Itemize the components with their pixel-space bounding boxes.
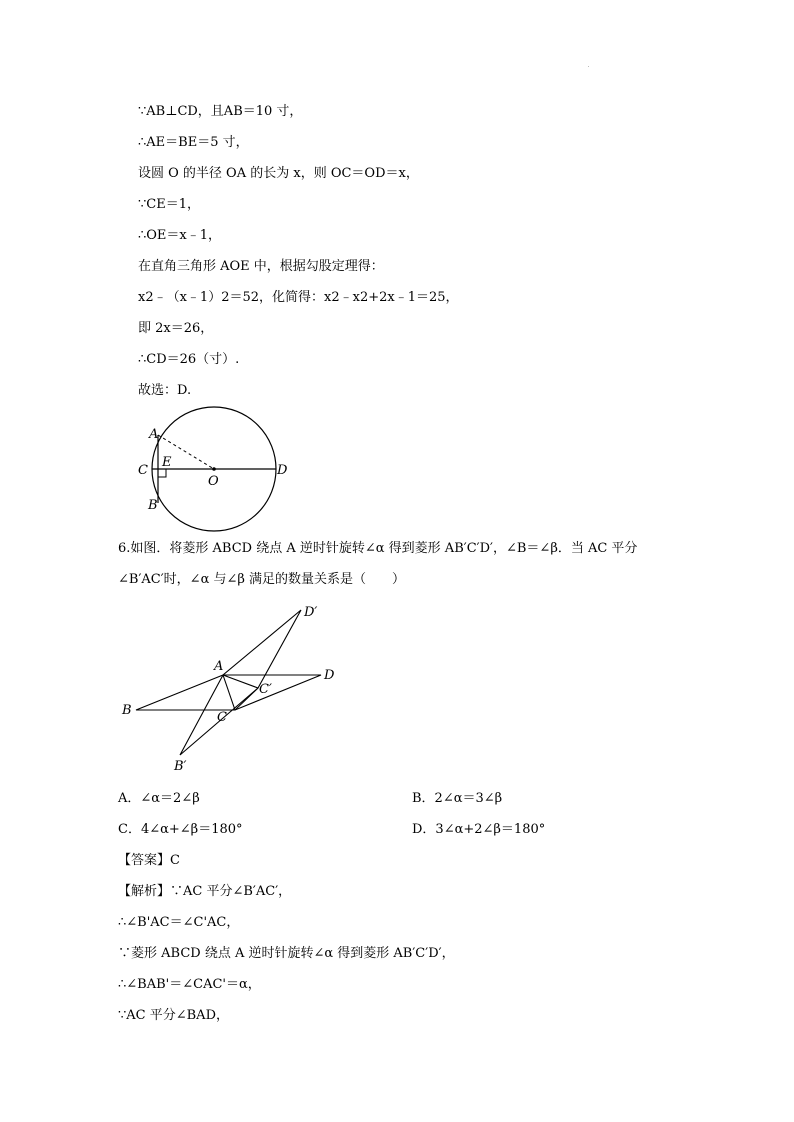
center-point-o (212, 467, 216, 471)
label-o: O (208, 474, 219, 489)
solution-line-9: ∴CD＝26（寸）. (138, 352, 240, 367)
analysis-line-3: ∵菱形 ABCD 绕点 A 逆时针旋转∠α 得到菱形 AB′C′D′， (118, 946, 455, 961)
option-b: B．2∠α＝3∠β (412, 791, 503, 806)
analysis-line-1: 【解析】∵AC 平分∠B′AC′， (118, 884, 292, 899)
solution-line-7: x2﹣（x﹣1）2＝52，化简得：x2﹣x2+2x﹣1＝25， (138, 290, 459, 305)
label-c-prime: C′ (259, 682, 272, 697)
page-mark (588, 66, 589, 67)
label-b: B (122, 703, 132, 718)
label-b: B (148, 498, 158, 513)
solution-line-8: 即 2x＝26， (138, 321, 214, 336)
analysis-line-2: ∴∠B'AC＝∠C'AC， (118, 915, 240, 930)
option-d: D．3∠α+2∠β＝180° (412, 822, 546, 837)
solution-line-5: ∴OE＝x﹣1， (138, 228, 222, 243)
analysis-line-5: ∵AC 平分∠BAD， (118, 1008, 229, 1023)
option-a: A．∠α＝2∠β (118, 791, 200, 806)
rhombus-figure (118, 600, 358, 775)
solution-line-3: 设圆 O 的半径 OA 的长为 x，则 OC＝OD＝x， (138, 166, 419, 181)
diagonal-ac1 (223, 675, 258, 688)
label-a: A (214, 659, 224, 674)
question-6-stem-line-1: 6.如图．将菱形 ABCD 绕点 A 逆时针旋转∠α 得到菱形 AB′C′D′，∠B＝∠β．当 AC 平分 (118, 541, 638, 556)
answer: 【答案】C (118, 853, 180, 868)
circle-figure (130, 405, 310, 535)
label-d: D (277, 463, 288, 478)
solution-line-1: ∵AB⊥CD，且AB＝10 寸， (138, 104, 303, 119)
solution-line-4: ∵CE＝1， (138, 197, 200, 212)
label-e: E (162, 455, 172, 470)
solution-line-6: 在直角三角形 AOE 中，根据勾股定理得： (138, 259, 384, 274)
label-d: D (324, 668, 335, 683)
option-c: C．4∠α+∠β＝180° (118, 822, 243, 837)
diagonal-ac (223, 675, 235, 710)
label-b-prime: B′ (174, 759, 187, 774)
solution-line-10: 故选：D. (138, 383, 192, 398)
label-a: A (149, 427, 159, 442)
label-d-prime: D′ (304, 605, 318, 620)
label-c: C (217, 710, 227, 725)
segment-cc1 (235, 688, 258, 710)
question-6-stem-line-2: ∠B′AC′时，∠α 与∠β 满足的数量关系是（ ） (118, 572, 406, 587)
solution-line-2: ∴AE＝BE＝5 寸， (138, 135, 249, 150)
label-c: C (138, 463, 148, 478)
rhombus-ab1c1d1 (180, 610, 301, 755)
analysis-line-4: ∴∠BAB'＝∠CAC'＝α， (118, 977, 261, 992)
right-angle-mark (158, 469, 166, 477)
